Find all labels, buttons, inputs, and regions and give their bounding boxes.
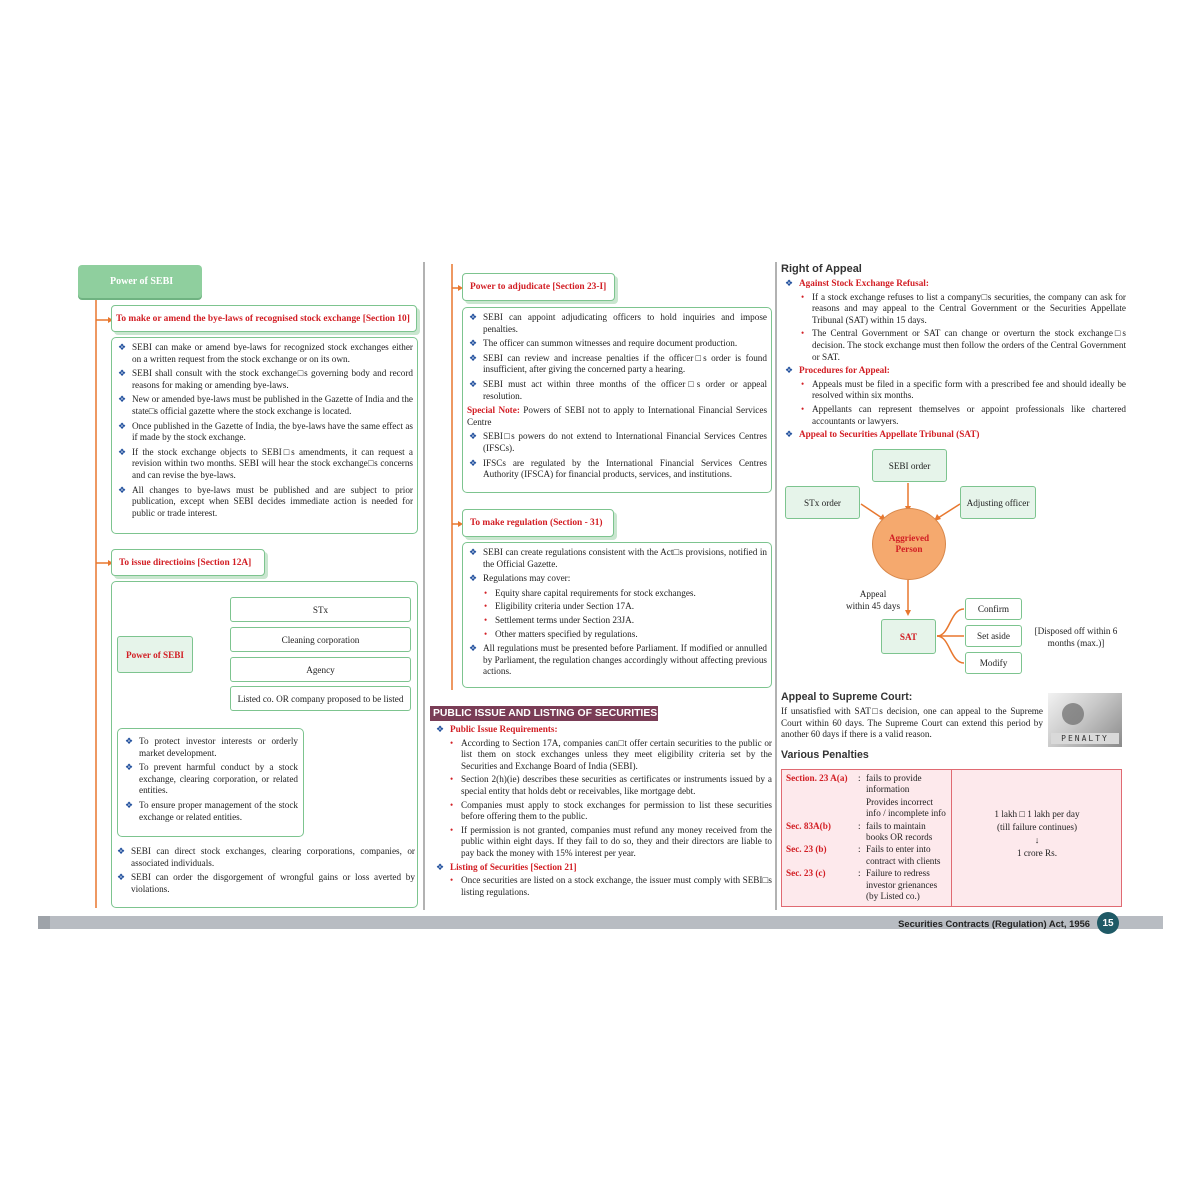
red-dot-icon: • [484,587,488,598]
sub-list-item: • Other matters specified by regulations. [484,628,638,639]
right-of-appeal-title: Right of Appeal [781,263,862,275]
table-row: Sec. 23 (c) : Failure to redress investor grienances (by Listed co.) [786,868,938,902]
list-item: ❖ To ensure proper management of the stock exchange or related entities. [125,799,298,822]
diamond-bullet-icon: ❖ [469,338,478,349]
special-note-list [467,431,767,480]
penalty-amounts: 1 lakh □ 1 lakh per day (till failure continues) ↓ 1 crore Rs. [954,808,1120,860]
red-dot-icon: • [801,403,805,414]
list-item: ❖ The officer can summon witnesses and require document production. [469,338,738,349]
node-label: Aggrieved [888,533,930,543]
section-31-list [467,547,767,678]
footer-title: Securities Contracts (Regulation) Act, 1956 [898,918,1090,929]
public-issue-title-text: PUBLIC ISSUE AND LISTING OF SECURITIES [433,708,658,719]
diamond-bullet-icon: ❖ [117,872,126,883]
red-dot-icon: • [801,328,805,339]
diamond-bullet-icon: ❖ [125,799,134,810]
diamond-bullet-icon: ❖ [118,446,127,457]
node-label: Person [895,544,923,554]
section-12a-header-text: To issue directioins [Section 12A] [119,557,252,568]
section-10-header [111,305,417,332]
diamond-bullet-icon: ❖ [785,278,794,288]
table-row: Sec. 23 (b) : Fails to enter into contract with clients [786,844,941,866]
node-label: Adjusting officer [966,497,1030,508]
procedures-label: ❖ Procedures for Appeal: [785,365,890,376]
power-of-sebi-tab-label: Power of SEBI [110,276,174,287]
sub-list-item: • Appeals must be filed in a specific form with a prescribed fee and should ideally be resolved within six months. [801,378,1126,401]
diamond-bullet-icon: ❖ [785,365,794,376]
diamond-bullet-icon: ❖ [469,378,478,389]
diamond-bullet-icon: ❖ [469,431,478,442]
sub-list-item: • According to Section 17A, companies can□t offer certain securities to the public or list them on stock exchanges unless they meet eligibility criteria set by the Securities and Exchange Board of India (SEBI). [450,737,772,771]
list-item: ❖ To prevent harmful conduct by a stock exchange, clearing corporation, or related entities. [125,762,298,796]
adjusting-officer-node [960,486,1036,519]
aggrieved-person-node [872,508,946,580]
section-31-header [462,509,614,537]
diamond-bullet-icon: ❖ [118,420,127,431]
node-label: SEBI order [888,460,931,471]
penalty-photo [1048,693,1122,747]
list-item: ❖ SEBI must act within three months of the officer□s order or appeal resolution. [469,378,767,401]
stx-order-node [785,486,860,519]
sub-list-item: • Companies must apply to stock exchanges for permission to list these securities before offering them to the public. [450,799,772,822]
red-dot-icon: • [450,799,454,810]
node-label: Confirm [977,604,1010,614]
sub-list-item: • Appellants can represent themselves or appoint professionals like chartered accountants or lawyers. [801,403,1126,426]
section-23i-list [467,312,767,402]
diamond-bullet-icon: ❖ [118,342,127,352]
special-note [467,405,767,428]
special-note-text: Powers of SEBI not to apply to International Financial Services Centre [467,405,768,427]
list-item: ❖ SEBI can order the disgorgement of wrongful gains or loss averted by violations. [117,872,415,894]
node-label: STx order [804,497,841,508]
target-stx [230,597,411,622]
section-23i-header-text: Power to adjudicate [Section 23-I] [470,282,607,292]
list-item: ❖ All regulations must be presented before Parliament. If modified or annulled by Parliament, the regulation changes accordingly without affecting previous actions. [469,643,767,677]
list-item: ❖ SEBI□s powers do not extend to International Financial Services Centres (IFSCs). [469,431,767,453]
power-of-sebi-node-label: Power of SEBI [125,649,185,660]
diamond-bullet-icon: ❖ [125,736,134,746]
target-listed-company [230,686,411,711]
list-item: ❖ SEBI can appoint adjudicating officers to hold inquiries and impose penalties. [469,312,767,334]
table-row: Section. 23 A(a) : fails to provide information [786,773,922,795]
confirm-node [965,598,1022,620]
various-penalties-title: Various Penalties [781,749,869,761]
sub-list-item: • Settlement terms under Section 23JA. [484,614,635,625]
regulations-sublist [483,588,767,640]
list-item: ❖ SEBI can direct stock exchanges, clearing corporations, companies, or associated individuals. [117,846,415,868]
diamond-bullet-icon: ❖ [118,394,127,405]
section-12a-header [111,549,265,576]
diamond-bullet-icon: ❖ [785,429,794,440]
sub-list-item: • Once securities are listed on a stock exchange, the issuer must comply with SEBI□s listing regulations. [450,875,772,897]
table-row: Sec. 83A(b) : fails to maintain books OR records [786,820,933,843]
red-dot-icon: • [484,601,488,612]
node-label: SAT [899,631,918,642]
list-item: ❖ SEBI can review and increase penalties if the officer□s order is found insufficient, after giving the concerned party a hearing. [469,352,767,375]
public-issue-section [434,724,772,900]
diamond-bullet-icon: ❖ [118,484,127,495]
diamond-bullet-icon: ❖ [469,643,478,654]
section-10-box [111,337,418,534]
sub-list-item: • Equity share capital requirements for stock exchanges. [484,587,696,598]
section-31-box [462,542,772,688]
red-dot-icon: • [450,875,454,886]
diamond-bullet-icon: ❖ [125,762,134,773]
diamond-bullet-icon: ❖ [436,724,445,734]
purposes-list [123,736,298,823]
listing-list [434,875,772,898]
list-item: ❖ Once published in the Gazette of India, the bye-laws have the same effect as if made by the stock exchange. [118,420,413,443]
sebi-order-node [872,449,947,482]
disposed-note: [Disposed off within 6 months (max.)] [1034,626,1118,648]
red-dot-icon: • [801,291,805,302]
sat-appeal-label: ❖ Appeal to Securities Appellate Tribunal (SAT) [785,429,980,440]
public-issue-req-label: ❖ Public Issue Requirements: [436,724,558,734]
target-cleaning-corporation [230,627,411,652]
section-23i-header [462,273,615,301]
diamond-bullet-icon: ❖ [469,352,478,363]
table-row: Provides incorrect info / incomplete info [866,796,946,819]
red-dot-icon: • [484,628,488,639]
sub-list-item: • If permission is not granted, companies must refund any money received from the public within eight days. If they fail to do so, they and their directors are liable to pay back the money with 15% interest per year. [450,824,772,858]
modify-node [965,652,1022,674]
list-item: ❖ To protect investor interests or orderly market development. [125,736,298,758]
penalties-table [781,769,1122,907]
listing-label: ❖ Listing of Securities [Section 21] [436,861,577,872]
node-label: Modify [979,658,1008,668]
set-aside-node [965,625,1022,647]
against-refusal-label: ❖ Against Stock Exchange Refusal: [785,278,929,288]
diamond-bullet-icon: ❖ [469,312,478,322]
penalty-photo-caption: PENALTY [1051,733,1119,744]
diamond-bullet-icon: ❖ [469,573,478,584]
red-dot-icon: • [450,774,454,785]
list-item: ❖ IFSCs are regulated by the International Financial Services Centres Authority (IFSCA) for financial products, services, and institutions. [469,457,767,480]
section-12a-list [115,846,415,895]
red-dot-icon: • [801,378,805,389]
section-10-header-text: To make or amend the bye-laws of recognised stock exchange [Section 10] [116,313,410,324]
section-23i-box [462,307,772,493]
section-10-list [116,342,413,519]
gavel-icon [1062,703,1084,725]
power-of-sebi-tab [78,265,202,298]
list-item: ❖ Regulations may cover: • Equity share capital requirements for stock exchanges. • Eligibility criteria under Section 17A. • Settlement terms under Section 23JA. • Other matters specified by regulations. [467,573,767,640]
supreme-court-text: If unsatisfied with SAT□s decision, one can appeal to the Supreme Court within 60 days. The Supreme Court can extend this period by another 60 days if there is a valid reason. [781,706,1043,740]
node-label: Set aside [977,631,1010,641]
red-dot-icon: • [450,824,454,835]
special-note-label: Special Note: [467,405,520,416]
section-31-header-text: To make regulation (Section - 31) [470,518,603,528]
diamond-bullet-icon: ❖ [436,861,445,872]
page-number: 15 [1097,912,1119,934]
target-label: Agency [306,664,335,675]
public-issue-title [430,706,658,721]
supreme-court-title: Appeal to Supreme Court: [781,691,913,703]
right-of-appeal-section [783,278,1126,441]
penalties-rows [786,773,949,902]
sub-list-item: • Eligibility criteria under Section 17A. [484,601,635,612]
red-dot-icon: • [450,737,454,748]
sub-list-item: • The Central Government or SAT can change or overturn the stock exchange□s decision. The stock exchange must then follow the orders of the Central Government or SAT. [801,328,1126,362]
diamond-bullet-icon: ❖ [469,457,478,468]
red-dot-icon: • [484,614,488,625]
list-item: ❖ If the stock exchange objects to SEBI□s amendments, it can request a revision within two months. SEBI will hear the stock exchange□s concerns and can revise the bye-laws. [118,446,413,480]
sub-list-item: • Section 2(h)(ie) describes these securities as certificates or instruments issued by a special entity that holds debt or receivables, like mortgage debt. [450,774,772,796]
diamond-bullet-icon: ❖ [117,846,126,856]
list-item: ❖ SEBI can create regulations consistent with the Act□s provisions, notified in the Official Gazette. [469,547,767,569]
list-item: ❖ All changes to bye-laws must be published and are subject to prior publication, except when SEBI decides immediate action is needed for public or trade interest. [118,484,413,518]
target-label: Listed co. OR company proposed to be listed [237,693,404,704]
diamond-bullet-icon: ❖ [469,547,478,557]
public-issue-list [434,738,772,860]
against-refusal-list [783,292,1126,364]
list-item: ❖ SEBI can make or amend bye-laws for recognized stock exchanges either on a written request from the stock exchange or on its own. [118,342,413,364]
section-12a-notes [115,846,415,898]
arrow-down-icon: ↓ [1034,835,1040,845]
penalties-divider [951,770,952,906]
sub-list-item: • If a stock exchange refuses to list a company□s securities, the company can ask for reasons and may appeal to the Central Government or the Securities Appellate Tribunal (SAT) within 15 days. [801,291,1126,325]
power-of-sebi-node [117,636,193,673]
list-item: ❖ SEBI shall consult with the stock exchange□s governing body and record reasons for making or amending bye-laws. [118,368,413,390]
list-item: ❖ New or amended bye-laws must be published in the Gazette of India and the state□s official gazette where the stock exchange is located. [118,394,413,416]
footer-bar-accent [38,916,50,929]
target-label: STx [312,604,329,615]
target-agency [230,657,411,682]
appeal-45-days-label: Appeal within 45 days [845,589,901,611]
target-label: Cleaning corporation [281,634,360,645]
procedures-list [783,379,1126,427]
sat-node [881,619,936,654]
purposes-box [117,728,304,837]
diamond-bullet-icon: ❖ [118,368,127,379]
